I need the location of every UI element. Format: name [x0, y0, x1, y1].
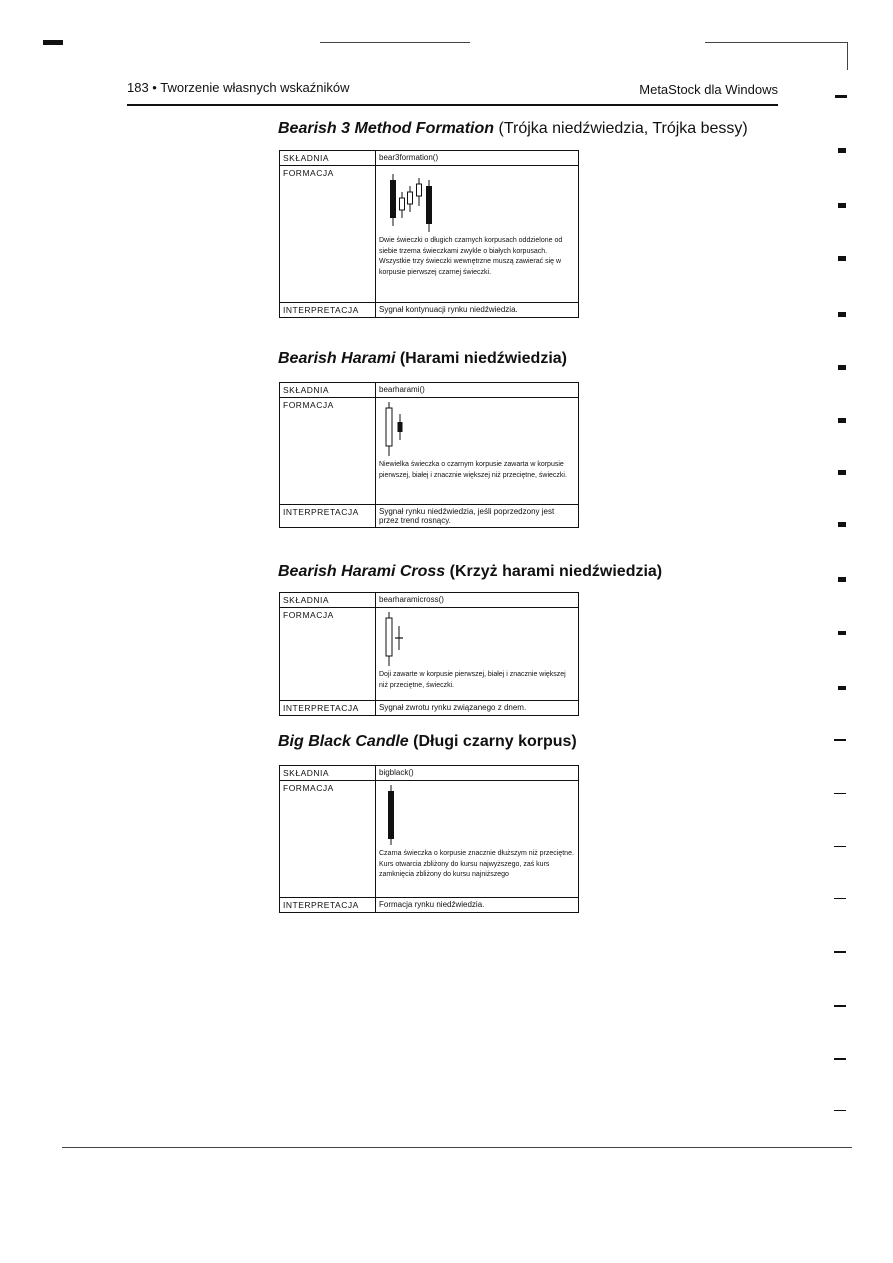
formation-description: Doji zawarte w korpusie pierwszej, białej i znacznie większej niż przeciętne, świeczki. — [379, 671, 566, 689]
interpretation-label: INTERPRETACJA — [280, 505, 376, 528]
running-header-right: MetaStock dla Windows — [639, 82, 778, 97]
interpretation-value: Sygnał zwrotu rynku związanego z dnem. — [376, 701, 579, 716]
margin-mark — [838, 470, 846, 475]
pattern-name-pl: (Harami niedźwiedzia) — [399, 350, 567, 367]
interpretation-value: Sygnał kontynuacji rynku niedźwiedzia. — [376, 303, 579, 318]
syntax-label: SKŁADNIA — [280, 383, 376, 398]
section-title — [278, 563, 662, 581]
scan-mark-top-left — [43, 40, 63, 45]
section-title — [278, 733, 577, 751]
formation-description: Dwie świeczki o długich czarnych korpusach oddzielone od siebie trzema świeczkami zwykle o białych korpusach. Wszystkie trzy świeczki wewnętrzne muszą zawierać się w korpusie pierwszej czarnej świeczki. — [379, 237, 563, 276]
margin-mark — [834, 1110, 846, 1111]
syntax-label: SKŁADNIA — [280, 766, 376, 781]
formation-cell — [376, 398, 579, 505]
margin-mark — [838, 418, 846, 423]
pattern-name-en: Bearish 3 Method Formation — [278, 120, 495, 137]
pattern-name-en: Big Black Candle — [278, 733, 409, 750]
formation-description: Czarna świeczka o korpusie znacznie dłuższym niż przeciętne. Kurs otwarcia zbliżony do kursu najwyższego, zaś kurs zamknięcia zbliżony do kursu najniższego — [379, 850, 574, 878]
interpretation-value: Formacja rynku niedźwiedzia. — [376, 898, 579, 913]
formation-label: FORMACJA — [280, 398, 376, 505]
margin-mark — [838, 148, 846, 153]
formation-cell — [376, 781, 579, 898]
section-title — [278, 350, 567, 368]
syntax-label: SKŁADNIA — [280, 593, 376, 608]
pattern-name-pl: (Trójka niedźwiedzia, Trójka bessy) — [498, 120, 748, 137]
syntax-value: bearharami() — [376, 383, 579, 398]
margin-mark — [834, 846, 846, 847]
pattern-table — [279, 150, 579, 318]
candlestick-diagram — [379, 783, 459, 847]
margin-mark — [834, 1058, 846, 1060]
margin-mark — [838, 365, 846, 370]
syntax-value: bigblack() — [376, 766, 579, 781]
margin-mark — [835, 95, 847, 98]
formation-label: FORMACJA — [280, 166, 376, 303]
section-title — [278, 120, 748, 138]
top-rule-right — [705, 42, 848, 43]
margin-mark — [838, 312, 846, 317]
formation-label: FORMACJA — [280, 781, 376, 898]
candlestick-diagram — [379, 610, 459, 668]
candlestick-diagram — [379, 400, 459, 458]
margin-mark — [838, 203, 846, 208]
margin-mark — [838, 256, 846, 261]
margin-mark — [834, 1005, 846, 1007]
syntax-value: bear3formation() — [376, 151, 579, 166]
pattern-table — [279, 592, 579, 716]
header-rule — [127, 104, 778, 106]
formation-cell — [376, 166, 579, 303]
margin-mark — [834, 951, 846, 953]
margin-mark — [838, 522, 846, 527]
formation-label: FORMACJA — [280, 608, 376, 701]
top-rule-right-tick — [847, 42, 848, 70]
syntax-value: bearharamicross() — [376, 593, 579, 608]
margin-mark — [834, 793, 846, 794]
margin-mark — [838, 686, 846, 690]
margin-mark — [838, 631, 846, 635]
margin-mark — [834, 739, 846, 741]
margin-mark — [834, 898, 846, 899]
pattern-table — [279, 382, 579, 528]
margin-mark — [838, 577, 846, 582]
bottom-rule — [62, 1147, 852, 1148]
pattern-name-en: Bearish Harami Cross — [278, 563, 446, 580]
interpretation-label: INTERPRETACJA — [280, 898, 376, 913]
running-header-left: 183 • Tworzenie własnych wskaźników — [127, 80, 350, 95]
pattern-name-en: Bearish Harami — [278, 350, 396, 367]
candlestick-diagram — [379, 168, 459, 234]
pattern-table — [279, 765, 579, 913]
syntax-label: SKŁADNIA — [280, 151, 376, 166]
formation-cell — [376, 608, 579, 701]
interpretation-value: Sygnał rynku niedźwiedzia, jeśli poprzedzony jest przez trend rosnący. — [376, 505, 579, 528]
top-rule-left — [320, 42, 470, 43]
pattern-name-pl: (Krzyż harami niedźwiedzia) — [449, 563, 663, 580]
interpretation-label: INTERPRETACJA — [280, 701, 376, 716]
pattern-name-pl: (Długi czarny korpus) — [413, 733, 577, 750]
formation-description: Niewielka świeczka o czarnym korpusie zawarta w korpusie pierwszej, białej i znacznie większej niż przeciętne, świeczki. — [379, 461, 567, 479]
interpretation-label: INTERPRETACJA — [280, 303, 376, 318]
